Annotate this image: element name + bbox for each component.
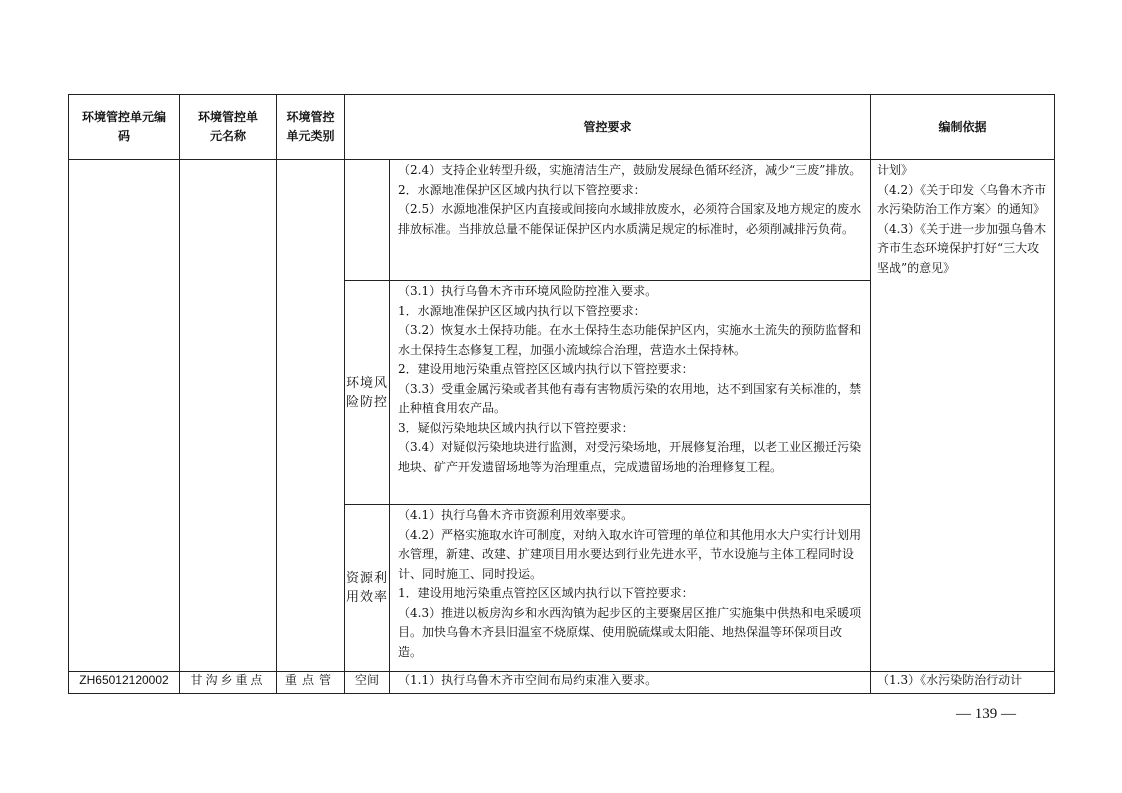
requirements-cell: （1.1）执行乌鲁木齐市空间布局约束准入要求。 [390, 672, 871, 694]
requirement-line: （3.3）受重金属污染或者其他有毒有害物质污染的农用地，达不到国家有关标准的，禁止种植食用农产品。 [398, 381, 862, 415]
unit-name-cell [180, 160, 277, 672]
page-number: — 139 — [956, 706, 1016, 722]
unit-code-cell: ZH65012120002 [69, 672, 180, 694]
requirement-line: 3．疑似污染地块区域内执行以下管控要求： [398, 420, 634, 435]
requirement-line: （4.1）执行乌鲁木齐市资源利用效率要求。 [398, 508, 634, 522]
header-unit-name: 环境管控单元名称 [180, 95, 277, 160]
header-requirements: 管控要求 [345, 95, 871, 160]
control-requirements-table [68, 94, 1055, 694]
sub-category-cell [345, 160, 390, 281]
basis-line: （4.2）《关于印发〈乌鲁木齐市水污染防治工作方案〉的通知》 [877, 182, 1047, 216]
requirements-cell [390, 505, 871, 672]
unit-category-cell: 重点管 [277, 672, 345, 694]
requirement-line: （4.3）推进以板房沟乡和水西沟镇为起步区的主要聚居区推广实施集中供热和电采暖项目。加快乌鲁木齐县旧温室不烧原煤、使用脱硫煤或太阳能、地热保温等环保项目改造。 [398, 605, 862, 659]
sub-category-cell: 资源利用效率 [345, 505, 390, 672]
basis-line: 计划》 [877, 163, 914, 177]
header-unit-code: 环境管控单元编码 [69, 95, 180, 160]
header-unit-category: 环境管控单元类别 [277, 95, 345, 160]
requirement-line: （4.2）严格实施取水许可制度，对纳入取水许可管理的单位和其他用水大户实行计划用水管理，新建、改建、扩建项目用水要达到行业先进水平，节水设施与主体工程同时设计、同时施工、同时投运。 [398, 527, 862, 581]
requirement-line: （2.4）支持企业转型升级，实施清洁生产，鼓励发展绿色循环经济，减少“三废”排放。 [398, 163, 862, 177]
unit-code-cell [69, 160, 180, 672]
requirement-line: 1．水源地准保护区区域内执行以下管控要求： [398, 303, 646, 318]
requirement-line: 1．建设用地污染重点管控区区域内执行以下管控要求： [398, 586, 694, 600]
requirement-line: （3.2）恢复水土保持功能。在水土保持生态功能保护区内，实施水土流失的预防监督和水土保持生态修复工程，加强小流域综合治理，营造水土保持林。 [398, 323, 862, 357]
table-row [69, 160, 1055, 281]
header-basis: 编制依据 [871, 95, 1055, 160]
unit-name-cell: 甘沟乡重点 [180, 672, 277, 694]
unit-category-cell [277, 160, 345, 672]
basis-cell: （1.3）《水污染防治行动计 [871, 672, 1055, 694]
requirements-cell [390, 160, 871, 281]
requirements-cell [390, 281, 871, 505]
requirement-line: 2．水源地准保护区区域内执行以下管控要求： [398, 182, 646, 197]
table-row [69, 672, 1055, 694]
requirement-line: （3.1）执行乌鲁木齐市环境风险防控准入要求。 [398, 284, 658, 298]
basis-line: （4.3）《关于进一步加强乌鲁木齐市生态环境保护打好“三大攻坚战”的意见》 [877, 221, 1047, 275]
header-row [69, 95, 1055, 160]
sub-category-cell: 空间 [345, 672, 390, 694]
requirement-line: （3.4）对疑似污染地块进行监测，对受污染场地，开展修复治理，以老工业区搬迁污染地块、矿产开发遗留场地等为治理重点，完成遗留场地的治理修复工程。 [398, 440, 862, 474]
requirement-line: 2．建设用地污染重点管控区区域内执行以下管控要求： [398, 362, 694, 376]
basis-cell [871, 160, 1055, 672]
sub-category-cell: 环境风险防控 [345, 281, 390, 505]
requirement-line: （2.5）水源地准保护区内直接或间接向水域排放废水，必须符合国家及地方规定的废水排放标准。当排放总量不能保证保护区内水质满足规定的标准时，必须削减排污负荷。 [398, 202, 862, 236]
